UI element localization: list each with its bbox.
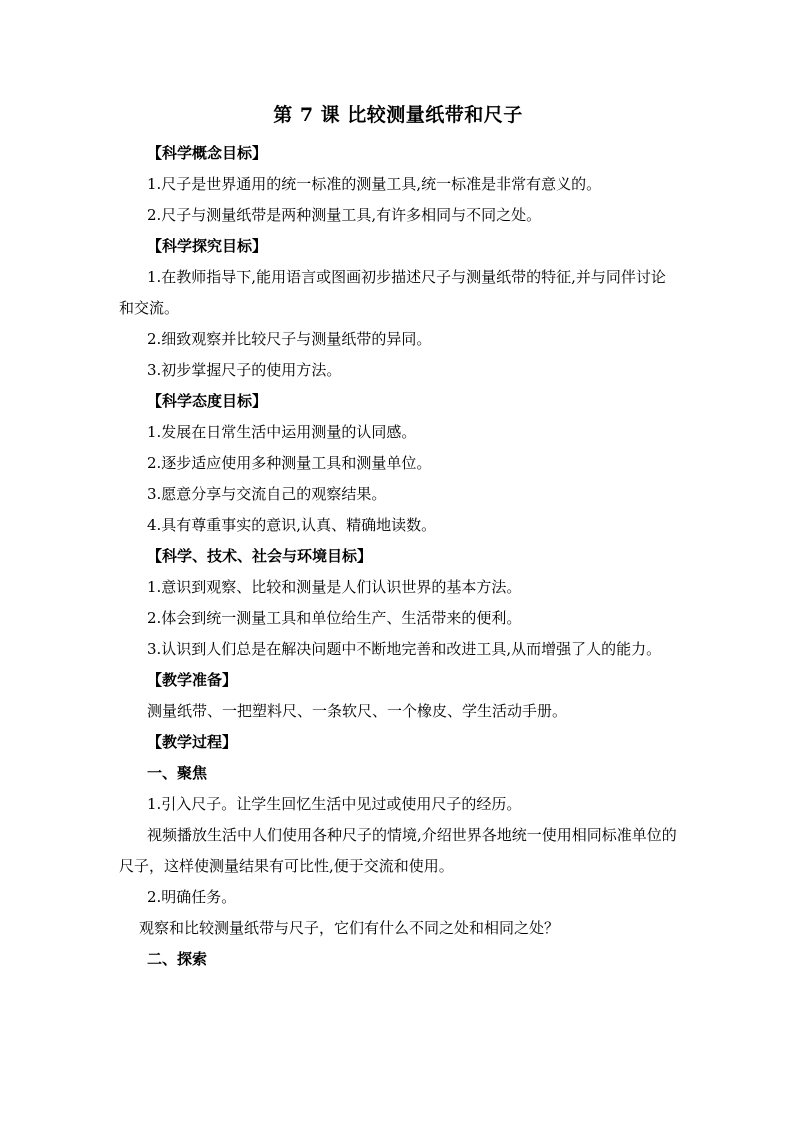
inquiry-goal-item: 2.细致观察并比较尺子与测量纸带的异同。 (147, 330, 432, 348)
concept-goal-item: 1.尺子是世界通用的统一标准的测量工具,统一标准是非常有意义的。 (147, 175, 602, 193)
focus-item: 2.明确任务。 (147, 888, 237, 906)
stse-goal-item: 3.认识到人们总是在解决问题中不断地完善和改进工具,从而增强了人的能力。 (147, 640, 662, 658)
explore-heading: 二、探索 (147, 950, 208, 968)
inquiry-goal-item: 3.初步掌握尺子的使用方法。 (147, 361, 342, 379)
attitude-goal-item: 2.逐步适应使用多种测量工具和测量单位。 (147, 454, 432, 472)
inquiry-goal-heading: 【科学探究目标】 (147, 237, 268, 255)
focus-item-detail: 视频播放生活中人们使用各种尺子的情境,介绍世界各地统一使用相同标准单位的尺子，这样使测量结果有可比性,便于交流和使用。 (119, 826, 677, 875)
focus-heading: 一、聚焦 (147, 764, 208, 782)
attitude-goal-heading: 【科学态度目标】 (147, 392, 268, 410)
concept-goal-heading: 【科学概念目标】 (147, 144, 268, 162)
teaching-prep-text: 测量纸带、一把塑料尺、一条软尺、一个橡皮、学生活动手册。 (147, 702, 568, 720)
concept-goal-item: 2.尺子与测量纸带是两种测量工具,有许多相同与不同之处。 (147, 206, 542, 224)
stse-goal-item: 1.意识到观察、比较和测量是人们认识世界的基本方法。 (147, 578, 522, 596)
stse-goal-item: 2.体会到统一测量工具和单位给生产、生活带来的便利。 (147, 609, 522, 627)
stse-goal-heading: 【科学、技术、社会与环境目标】 (147, 547, 373, 565)
attitude-goal-item: 4.具有尊重事实的意识,认真、精确地读数。 (147, 516, 437, 534)
inquiry-goal-item: 1.在教师指导下,能用语言或图画初步描述尺子与测量纸带的特征,并与同伴讨论和交流。 (119, 268, 666, 317)
teaching-process-heading: 【教学过程】 (147, 733, 238, 751)
lesson-title: 第 7 课 比较测量纸带和尺子 (273, 104, 523, 126)
attitude-goal-item: 3.愿意分享与交流自己的观察结果。 (147, 485, 387, 503)
attitude-goal-item: 1.发展在日常生活中运用测量的认同感。 (147, 423, 417, 441)
focus-item: 1.引入尺子。让学生回忆生活中见过或使用尺子的经历。 (147, 795, 522, 813)
teaching-prep-heading: 【教学准备】 (147, 671, 238, 689)
focus-question: 观察和比较测量纸带与尺子，它们有什么不同之处和相同之处？ (139, 919, 560, 937)
document-page (119, 102, 677, 975)
